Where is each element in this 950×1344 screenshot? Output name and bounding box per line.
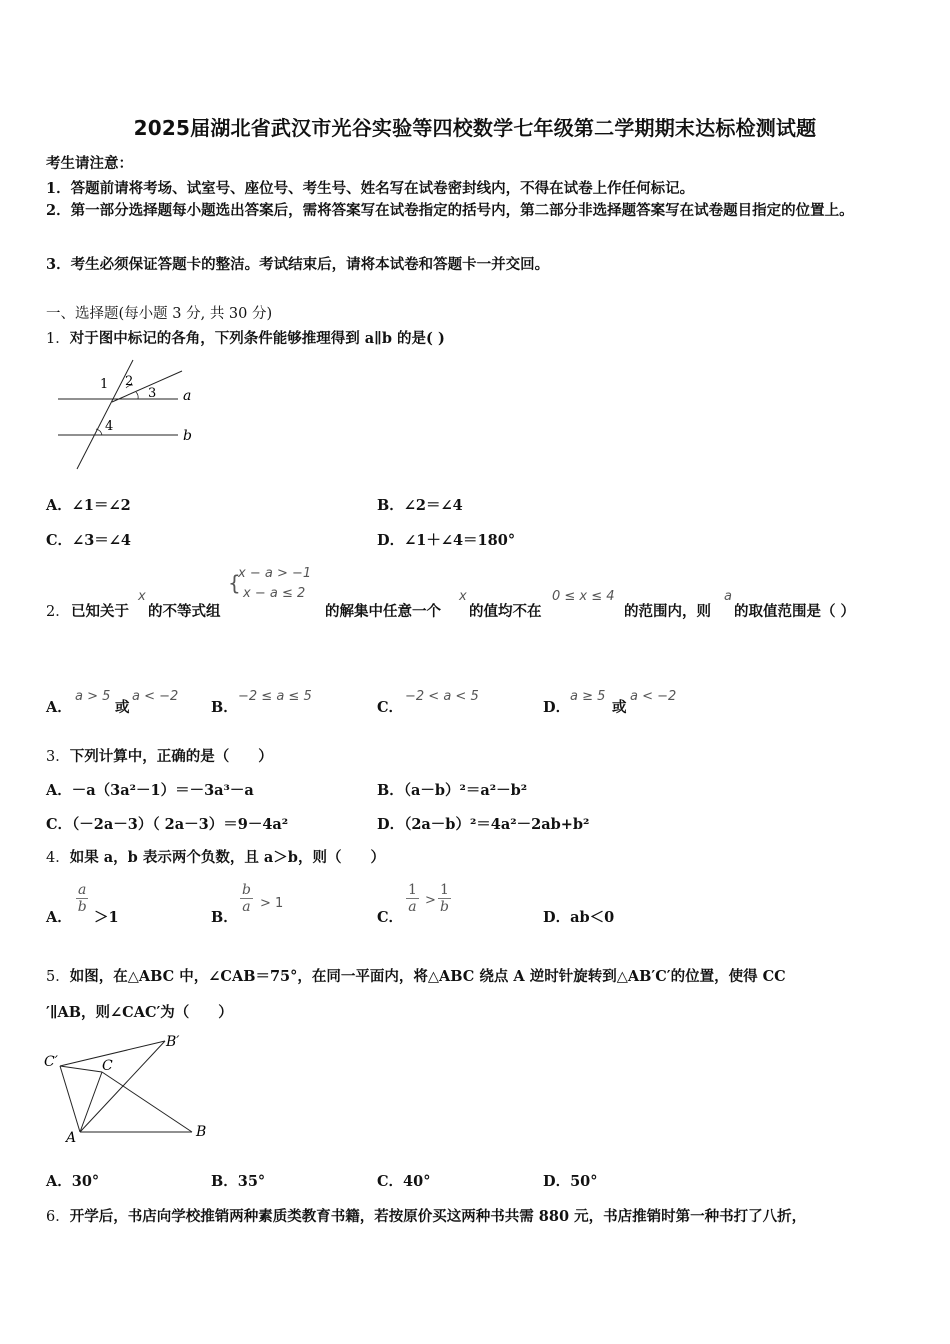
q2-system-2: x − a ≤ 2 — [243, 586, 306, 601]
q2-var-x: x — [138, 589, 146, 604]
q4-option-c-label: C． — [377, 909, 404, 926]
q2-var-x-2: x — [459, 589, 467, 604]
fraction-denominator: a — [242, 899, 251, 915]
point-label-a: A — [66, 1130, 77, 1146]
q4-option-c-fraction-1 — [406, 882, 419, 915]
q1-option-a: A．∠1＝∠2 — [46, 497, 131, 514]
q2-option-d-or: 或 — [612, 699, 627, 716]
notice-heading: 考生请注意： — [46, 155, 133, 172]
point-label-b-prime: B′ — [166, 1034, 180, 1050]
question-6 — [46, 1205, 806, 1226]
q2-option-d-label: D． — [543, 699, 571, 716]
point-label-b: B — [196, 1124, 207, 1140]
question-number: 5． — [46, 969, 70, 985]
q4-option-a-label: A． — [46, 909, 72, 926]
q2-option-b-expr: −2 ≤ a ≤ 5 — [238, 689, 312, 704]
q5-option-d: D．50° — [543, 1173, 598, 1190]
fraction-numerator: 1 — [440, 882, 449, 898]
question-text: 对于图中标记的各角，下列条件能够推理得到 a∥b 的是( ) — [69, 330, 445, 347]
question-5-line-1 — [46, 965, 786, 986]
q2-text-6: 的取值范围是（ ） — [734, 603, 856, 620]
fraction-numerator: b — [242, 882, 251, 898]
question-text: 下列计算中，正确的是（ ） — [69, 748, 273, 765]
q4-option-b-fraction — [240, 882, 253, 915]
q4-option-a-fraction — [76, 882, 88, 915]
page-title: 2025届湖北省武汉市光谷实验等四校数学七年级第二学期期末达标检测试题 — [133, 116, 817, 140]
point-label-c: C — [102, 1058, 113, 1074]
q2-option-c-label: C． — [377, 699, 404, 716]
fraction-numerator: 1 — [408, 882, 417, 898]
question-text: 开学后，书店向学校推销两种素质类教育书籍，若按原价买这两种书共需 880 元，书店推销时第一种书打了八折， — [69, 1208, 807, 1225]
q2-system-1: x − a > −1 — [238, 566, 312, 581]
question-number: 3． — [46, 749, 70, 765]
q2-option-a-label: A． — [46, 699, 72, 716]
q2-option-b-label: B． — [211, 699, 238, 716]
q1-option-b: B．∠2＝∠4 — [377, 497, 463, 514]
q2-range: 0 ≤ x ≤ 4 — [552, 589, 615, 604]
fraction-denominator: a — [408, 899, 417, 915]
angle-label-2: 2 — [125, 374, 134, 389]
question-text: 如图，在△ABC 中，∠CAB＝75°，在同一平面内，将△ABC 绕点 A 逆时针旋转到△AB′C′的位置，使得 CC — [69, 968, 786, 985]
q4-option-c-gt: > — [425, 893, 436, 908]
q3-option-a: A．－a（3a²－1）＝－3a³－a — [46, 782, 254, 799]
line-label-b: b — [183, 428, 192, 444]
question-1 — [46, 327, 445, 348]
notice-item-2: 2．第一部分选择题每小题选出答案后，需将答案写在试卷指定的括号内，第二部分非选择题答案写在试卷题目指定的位置上。 — [46, 202, 854, 219]
q2-text-3: 的解集中任意一个 — [325, 603, 441, 620]
q5-option-b: B．35° — [211, 1173, 266, 1190]
q4-option-b-label: B． — [211, 909, 238, 926]
parallel-lines-figure — [50, 352, 210, 474]
q1-option-d: D．∠1＋∠4＝180° — [377, 532, 516, 549]
q2-text-2: 的不等式组 — [148, 603, 221, 620]
q2-option-a-expr-2: a < −2 — [132, 689, 179, 704]
question-4 — [46, 846, 385, 867]
q4-option-d: D．ab＜0 — [543, 909, 615, 926]
line-label-a: a — [183, 388, 192, 404]
fraction-denominator: b — [77, 899, 87, 915]
question-5-line-2: ′∥AB，则∠CAC′为（ ） — [46, 1004, 233, 1021]
q2-text-1: 已知关于 — [71, 603, 129, 620]
notice-item-3: 3．考生必须保证答题卡的整洁。考试结束后，请将本试卷和答题卡一并交回。 — [46, 256, 550, 273]
question-text: 如果 a，b 表示两个负数，且 a＞b，则（ ） — [69, 849, 385, 866]
angle-label-1: 1 — [100, 377, 109, 392]
q3-option-c: C．（－2a－3）（ 2a－3）＝9－4a² — [46, 816, 289, 833]
question-number: 6． — [46, 1209, 70, 1225]
q2-option-a-expr-1: a > 5 — [75, 689, 111, 704]
section-heading: 一、选择题(每小题 3 分, 共 30 分) — [46, 306, 273, 322]
q2-text-4: 的值均不在 — [469, 603, 542, 620]
q2-option-a-or: 或 — [115, 699, 130, 716]
q3-option-d: D．（2a－b）²＝4a²－2ab+b² — [377, 816, 590, 833]
q4-option-c-fraction-2 — [438, 882, 451, 915]
q4-option-b-rest: > 1 — [260, 896, 284, 911]
q5-option-c: C．40° — [377, 1173, 431, 1190]
q2-text-5: 的范围内，则 — [624, 603, 711, 620]
q5-option-a: A．30° — [46, 1173, 100, 1190]
notice-item-1: 1．答题前请将考场、试室号、座位号、考生号、姓名写在试卷密封线内，不得在试卷上作任何标记。 — [46, 180, 695, 197]
point-label-c-prime: C′ — [44, 1054, 58, 1070]
question-number: 1． — [46, 331, 70, 347]
q1-option-c: C．∠3＝∠4 — [46, 532, 132, 549]
brace-symbol: { — [228, 571, 241, 595]
q3-option-b: B．（a－b）²＝a²－b² — [377, 782, 528, 799]
triangle-rotation-figure — [40, 1028, 220, 1148]
q4-option-a-rest: ＞1 — [94, 909, 119, 926]
q2-var-a: a — [724, 589, 732, 604]
q2-number: 2． — [46, 604, 70, 620]
q2-option-c-expr: −2 < a < 5 — [405, 689, 479, 704]
q2-option-d-expr-2: a < −2 — [630, 689, 677, 704]
angle-label-3: 3 — [148, 386, 157, 401]
question-3 — [46, 745, 273, 766]
q2-option-d-expr-1: a ≥ 5 — [570, 689, 606, 704]
fraction-numerator: a — [78, 882, 87, 898]
angle-label-4: 4 — [105, 419, 114, 434]
question-number: 4． — [46, 850, 70, 866]
fraction-denominator: b — [439, 899, 449, 915]
